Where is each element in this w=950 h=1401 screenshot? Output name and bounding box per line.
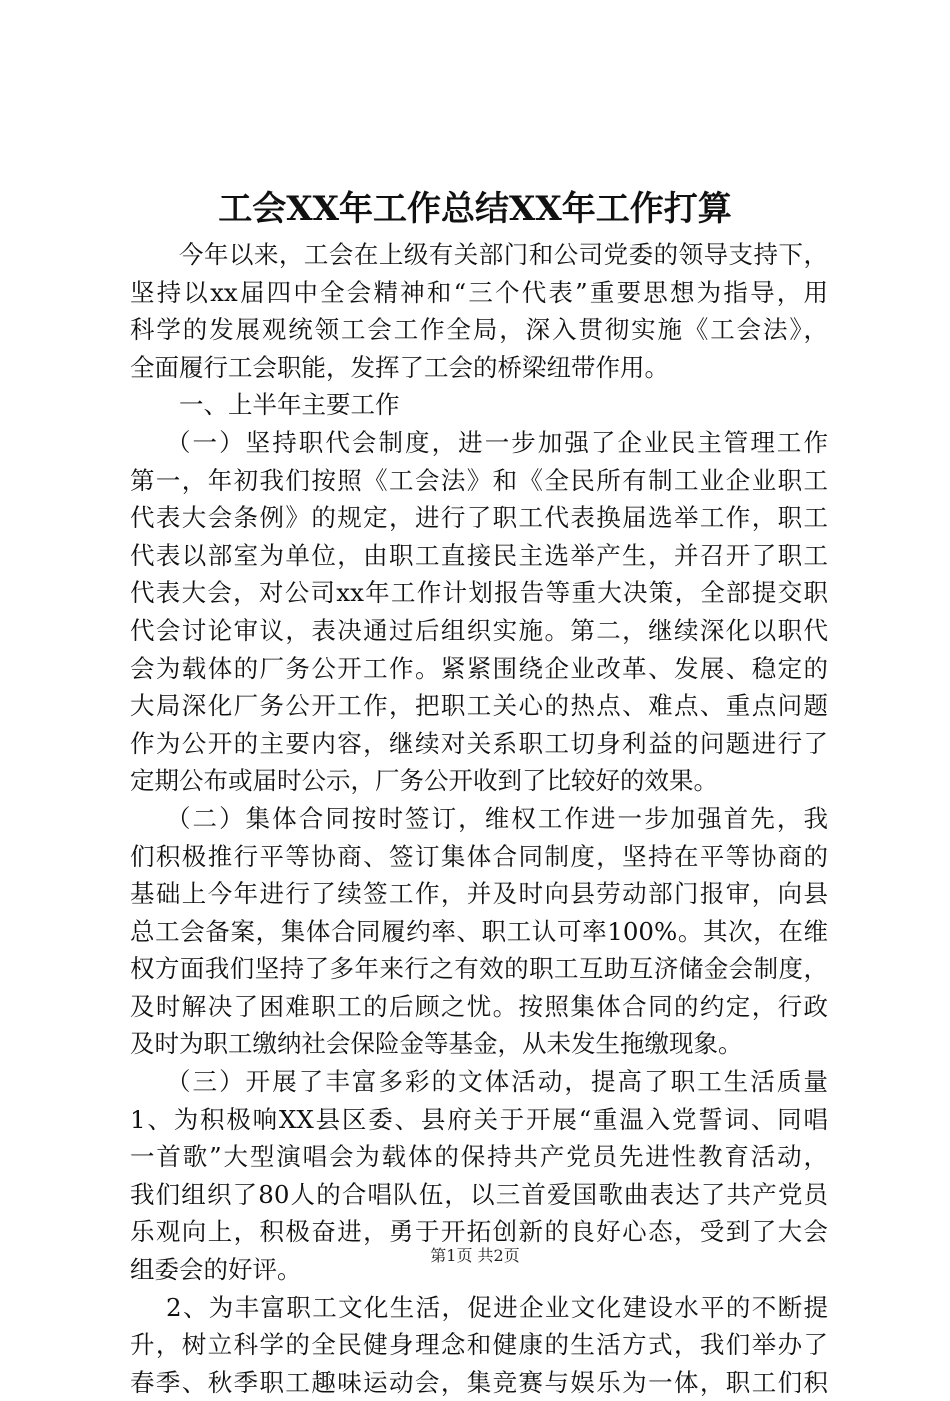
body-line: 代会讨论审议，表决通过后组织实施。第二，继续深化以职代 [130, 615, 828, 645]
body-line: 乐观向上，积极奋进，勇于开拓创新的良好心态，受到了大会 [130, 1217, 828, 1247]
section-heading: 一、上半年主要工作 [179, 390, 400, 420]
body-line: 全面履行工会职能，发挥了工会的桥梁纽带作用。 [130, 352, 669, 382]
body-line: 会为载体的厂务公开工作。紧紧围绕企业改革、发展、稳定的 [130, 653, 828, 683]
body-line: 代表以部室为单位，由职工直接民主选举产生，并召开了职工 [130, 540, 828, 570]
body-line: 2、为丰富职工文化生活，促进企业文化建设水平的不断提 [166, 1292, 828, 1322]
body-line: 大局深化厂务公开工作，把职工关心的热点、难点、重点问题 [130, 691, 828, 721]
body-line: 第一，年初我们按照《工会法》和《全民所有制工业企业职工 [130, 465, 828, 495]
body-line: 作为公开的主要内容，继续对关系职工切身利益的问题进行了 [130, 728, 828, 758]
body-line: 1、为积极响XX县区委、县府关于开展“重温入党誓词、同唱 [130, 1104, 828, 1134]
body-line: 我们组织了80人的合唱队伍，以三首爱国歌曲表达了共产党员 [130, 1179, 828, 1209]
body-line: 定期公布或届时公示，厂务公开收到了比较好的效果。 [130, 766, 718, 796]
page-number: 第1页 共2页 [430, 1246, 520, 1265]
body-line: 今年以来，工会在上级有关部门和公司党委的领导支持下， [179, 240, 828, 269]
body-line: 升，树立科学的全民健身理念和健康的生活方式，我们举办了 [130, 1330, 828, 1360]
body-line: 代表大会条例》的规定，进行了职工代表换届选举工作，职工 [130, 503, 828, 533]
body-line: 及时为职工缴纳社会保险金等基金，从未发生拖缴现象。 [130, 1029, 743, 1059]
body-line: 基础上今年进行了续签工作，并及时向县劳动部门报审，向县 [130, 879, 828, 909]
body-line: 春季、秋季职工趣味运动会，集竞赛与娱乐为一体，职工们积 [130, 1367, 828, 1397]
document-title: 工会XX年工作总结XX年工作打算 [218, 189, 732, 229]
body-line: 一首歌”大型演唱会为载体的保持共产党员先进性教育活动， [130, 1142, 828, 1172]
document-body [130, 236, 828, 1401]
body-line: 坚持以xx届四中全会精神和“三个代表”重要思想为指导，用 [130, 277, 828, 307]
body-line: 组委会的好评。 [130, 1255, 302, 1285]
body-line: 科学的发展观统领工会工作全局，深入贯彻实施《工会法》， [130, 315, 828, 345]
body-line: 代表大会，对公司xx年工作计划报告等重大决策，全部提交职 [130, 578, 828, 608]
subsection-heading: （二）集体合同按时签订，维权工作进一步加强首先，我 [166, 803, 828, 833]
body-line: 总工会备案，集体合同履约率、职工认可率100%。其次，在维 [130, 916, 828, 946]
body-line: 们积极推行平等协商、签订集体合同制度，坚持在平等协商的 [130, 841, 828, 871]
subsection-heading: （三）开展了丰富多彩的文体活动，提高了职工生活质量 [166, 1067, 828, 1097]
body-line: 及时解决了困难职工的后顾之忧。按照集体合同的约定，行政 [130, 991, 828, 1021]
subsection-heading: （一）坚持职代会制度，进一步加强了企业民主管理工作 [166, 427, 828, 457]
body-line: 权方面我们坚持了多年来行之有效的职工互助互济储金会制度， [130, 954, 828, 984]
